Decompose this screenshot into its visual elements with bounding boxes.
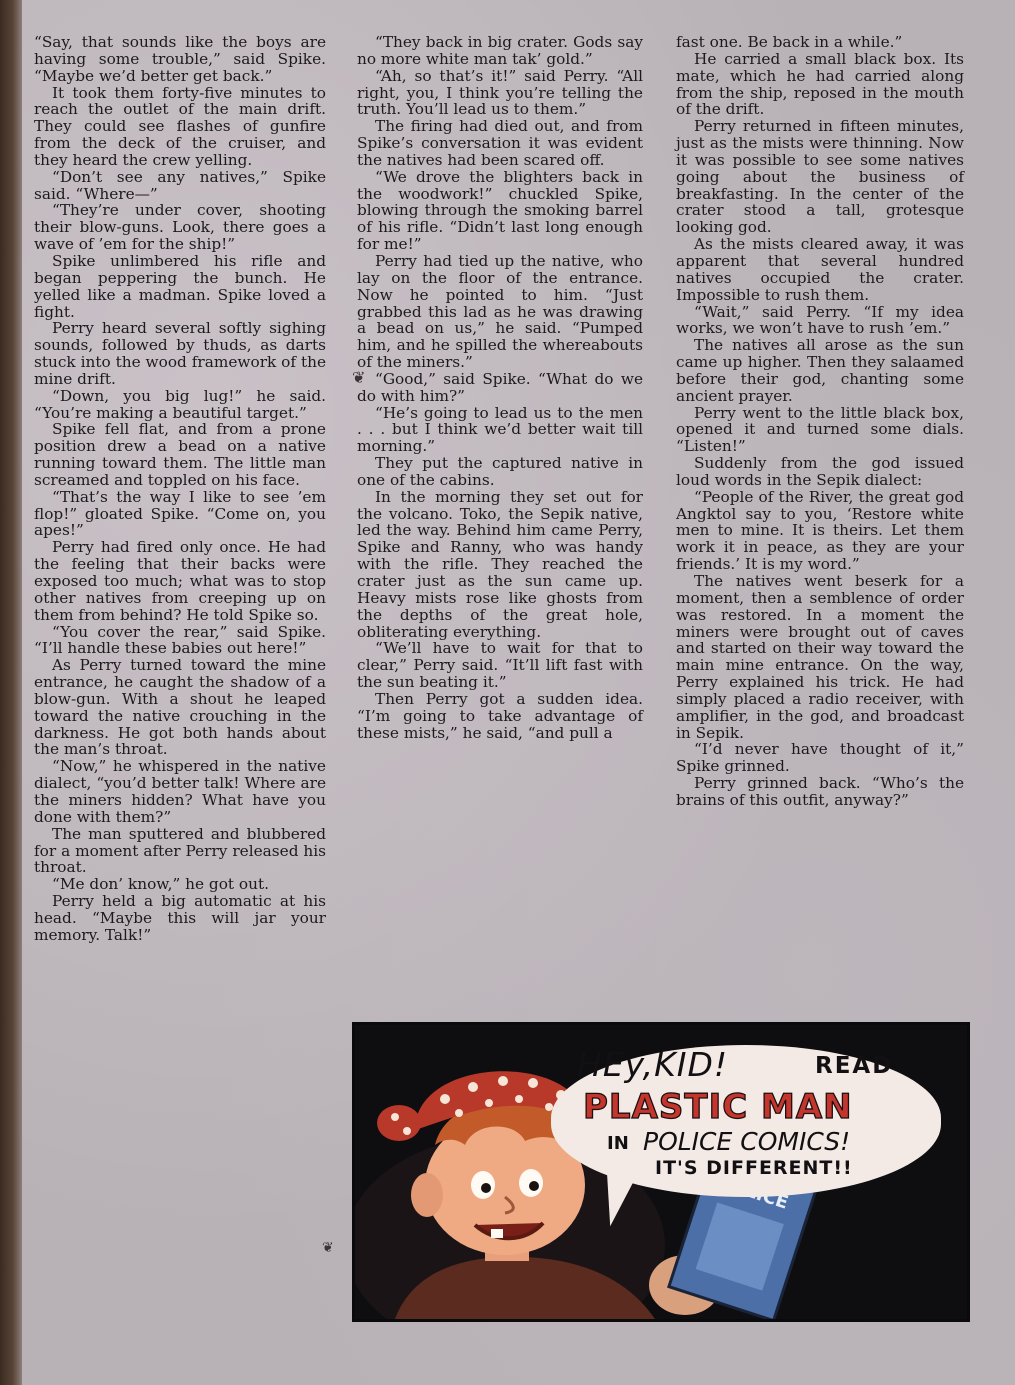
pencil-mark: ❦ xyxy=(352,368,366,387)
paragraph: Perry had tied up the native, who lay on the floor of the entrance. Now he pointed to him. “Just grabbed this lad as he was drawing a bead on us,” he said. “Pumped him, and he spilled the whereabouts of the miners.” xyxy=(357,251,643,372)
kid-pupil-left xyxy=(481,1183,491,1193)
ad-hey-kid: HEy,KID! xyxy=(577,1045,729,1084)
polka-dot xyxy=(391,1113,399,1121)
paragraph: “That’s the way I like to see ’em flop!” gloated Spike. “Come on, you apes!” xyxy=(34,487,326,540)
paragraph: Perry heard several softly sighing sounds, followed by thuds, as darts stuck into the wood framework of the mine drift. xyxy=(34,319,326,388)
paragraph: In the morning they set out for the volcano. Toko, the Sepik native, led the way. Behind him came Perry, Spike and Ranny, who was handy with the rifle. They reached the crater just as the sun came up. Heavy mists rose like ghosts from the depths of the great hole, obliterating everything. xyxy=(357,487,643,641)
paragraph: The man sputtered and blubbered for a moment after Perry released his throat. xyxy=(34,824,326,877)
ad-tagline: IT'S DIFFERENT!! xyxy=(655,1157,853,1179)
paragraph: “He’s going to lead us to the men . . . but I think we’d better wait till morning.” xyxy=(357,403,643,456)
polka-dot xyxy=(455,1109,463,1117)
bandana-knot xyxy=(377,1105,421,1141)
paragraph: “I’d never have thought of it,” Spike grinned. xyxy=(676,740,964,776)
kid-tooth xyxy=(491,1229,503,1238)
text-column-3 xyxy=(676,34,964,809)
paragraph: Perry returned in fifteen minutes, just as the mists were thinning. Now it was possible to see some natives going about the business of breakfasting. In the center of the crater stood a tall, grotesque looking god. xyxy=(676,117,964,237)
paragraph: Then Perry got a sudden idea. “I’m going to take advantage of these mists,” he said, “and pull a xyxy=(357,689,643,742)
ad-title: PLASTIC MAN xyxy=(583,1087,853,1127)
paragraph: “Good,” said Spike. “What do we do with him?” xyxy=(357,369,643,405)
paragraph: He carried a small black box. Its mate, which he had carried along from the ship, reposed in the mouth of the drift. xyxy=(676,49,964,119)
paragraph: “You cover the rear,” said Spike. “I’ll handle these babies out here!” xyxy=(34,622,326,658)
ad-police-comics: POLICE COMICS! xyxy=(643,1127,851,1156)
polka-dot xyxy=(515,1095,523,1103)
ad-read: READ xyxy=(815,1053,894,1079)
polka-dot xyxy=(528,1078,538,1088)
ad-in: IN xyxy=(607,1133,629,1154)
paragraph: As Perry turned toward the mine entrance, he caught the shadow of a blow-gun. With a shout he leaped toward the native crouching in the darkness. He got both hands about the man’s throat. xyxy=(34,656,326,759)
paragraph: “Don’t see any natives,” Spike said. “Where—” xyxy=(34,167,326,203)
plastic-man-advertisement xyxy=(352,1022,970,1322)
paragraph: “We drove the blighters back in the woodwork!” chuckled Spike, blowing through the smoking barrel of his rifle. “Didn’t last long enough for me!” xyxy=(357,167,643,254)
paragraph: “People of the River, the great god Angktol say to you, ‘Restore white men to mine. It is theirs. Let them work it in peace, as they are your friends.’ It is my word.” xyxy=(676,487,964,574)
paragraph: “Wait,” said Perry. “If my idea works, we won’t have to rush ’em.” xyxy=(676,302,964,338)
text-column-2 xyxy=(357,34,643,741)
paragraph: They put the captured native in one of the cabins. xyxy=(357,454,643,489)
paragraph: The firing had died out, and from Spike’s conversation it was evident the natives had been scared off. xyxy=(357,117,643,169)
paragraph: Perry went to the little black box, opened it and turned some dials. “Listen!” xyxy=(676,403,964,456)
polka-dot xyxy=(403,1127,411,1135)
paragraph: “Say, that sounds like the boys are having some trouble,” said Spike. “Maybe we’d better get back.” xyxy=(34,33,326,85)
polka-dot xyxy=(485,1099,493,1107)
paragraph: fast one. Be back in a while.” xyxy=(676,33,903,51)
page-spine-shadow xyxy=(0,0,22,1385)
polka-dot xyxy=(498,1076,508,1086)
text-column-1 xyxy=(34,34,326,944)
paragraph: “Me don’ know,” he got out. xyxy=(52,875,269,894)
paragraph: As the mists cleared away, it was apparent that several hundred natives occupied the crater. Impossible to rush them. xyxy=(676,235,964,304)
kid-pupil-right xyxy=(529,1181,539,1191)
paragraph: “They’re under cover, shooting their blow-guns. Look, there goes a wave of ’em for the ship!” xyxy=(34,201,326,254)
kid-ear xyxy=(411,1173,443,1217)
paragraph: “Now,” he whispered in the native dialect, “you’d better talk! Where are the miners hidden? What have you done with them?” xyxy=(34,757,326,826)
paragraph: Suddenly from the god issued loud words in the Sepik dialect: xyxy=(676,454,964,489)
paragraph: “We’ll have to wait for that to clear,” Perry said. “It’ll lift fast with the sun beating it.” xyxy=(357,639,643,692)
paragraph: The natives all arose as the sun came up higher. Then they salaamed before their god, chanting some ancient prayer. xyxy=(676,336,964,405)
polka-dot xyxy=(440,1094,450,1104)
pencil-mark: ❦ xyxy=(322,1240,334,1256)
paragraph: Perry had fired only once. He had the feeling that their backs were exposed too much; what was to stop other natives from creeping up on them from behind? He told Spike so. xyxy=(34,538,326,624)
paragraph: Perry held a big automatic at his head. “Maybe this will jar your memory. Talk!” xyxy=(34,892,326,944)
paragraph: “Down, you big lug!” he said. “You’re making a beautiful target.” xyxy=(34,386,326,422)
paragraph: Perry grinned back. “Who’s the brains of this outfit, anyway?” xyxy=(676,774,964,809)
paragraph: Spike unlimbered his rifle and began peppering the bunch. He yelled like a madman. Spike loved a fight. xyxy=(34,251,326,321)
paragraph: “They back in big crater. Gods say no more white man tak’ gold.” xyxy=(357,33,643,68)
paragraph: The natives went beserk for a moment, then a semblence of order was restored. In a moment the miners were brought out of caves and started on their way toward the main mine entrance. On the way, Perry explained his trick. He had simply placed a radio receiver, with amplifier, in the god, and broadcast in Sepik. xyxy=(676,572,964,742)
paragraph: Spike fell flat, and from a prone position drew a bead on a native running toward them. The little man screamed and toppled on his face. xyxy=(34,420,326,489)
polka-dot xyxy=(468,1082,478,1092)
paragraph: “Ah, so that’s it!” said Perry. “All right, you, I think you’re telling the truth. You’ll lead us to them.” xyxy=(357,66,643,119)
paragraph: It took them forty-five minutes to reach the outlet of the main drift. They could see flashes of gunfire from the deck of the cruiser, and they heard the crew yelling. xyxy=(34,83,326,169)
